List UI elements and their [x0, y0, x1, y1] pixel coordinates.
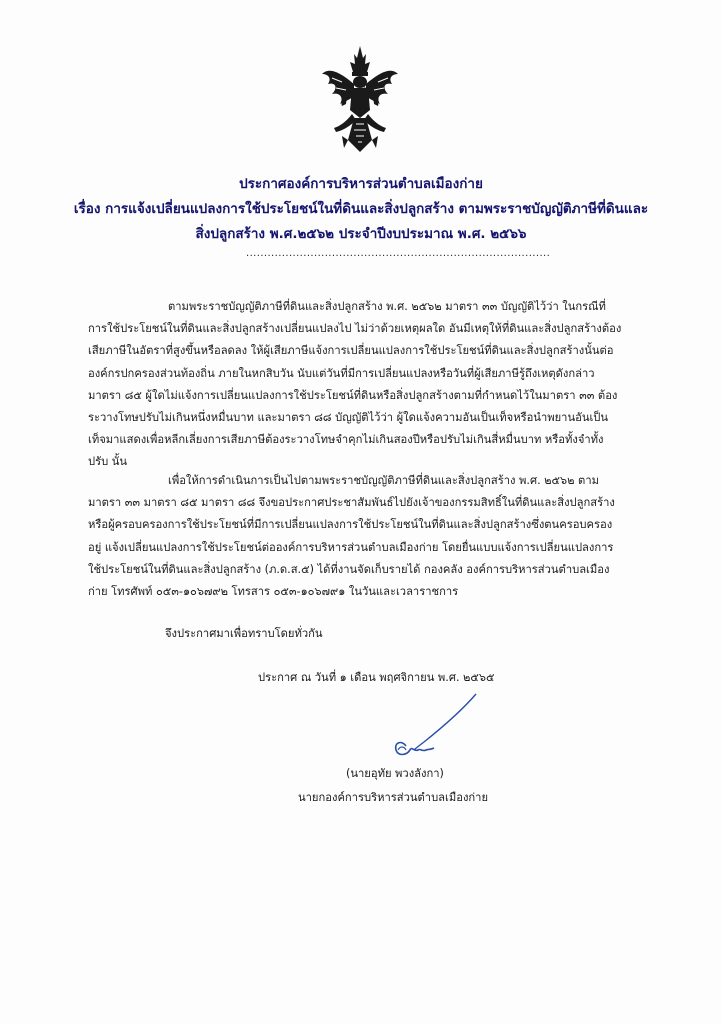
paragraph-line: มาตรา ๓๓ มาตรา ๘๕ มาตรา ๘๘ จึงขอประกาศประชาสัมพันธ์ไปยังเจ้าของกรรมสิทธิ์ในที่ดินและสิ่งปลูกสร้าง: [88, 496, 615, 510]
paragraph-line: ก่าย โทรศัพท์ ๐๕๓-๑๐๖๗๙๒ โทรสาร ๐๕๓-๑๐๖๗๙๑ ในวันและเวลาราชการ: [88, 585, 459, 599]
paragraph-line: ตามพระราชบัญญัติภาษีที่ดินและสิ่งปลูกสร้าง พ.ศ. ๒๕๖๒ มาตรา ๓๓ บัญญัติไว้ว่า ในกรณีที่: [168, 300, 606, 313]
closing-statement: จึงประกาศมาเพื่อทราบโดยทั่วกัน: [165, 627, 323, 640]
announcement-subject-cont: สิ่งปลูกสร้าง พ.ศ.๒๕๖๒ ประจำปีงบประมาณ พ.ศ. ๒๕๖๖: [195, 226, 527, 242]
handwritten-signature-icon: [384, 690, 484, 760]
paragraph-legal-basis: [88, 296, 652, 474]
paragraph-line: หรือผู้ครอบครองการใช้ประโยชน์ที่มีการเปลี่ยนแปลงการใช้ประโยชน์ในที่ดินและสิ่งปลูกสร้างซึ่งตนครอบครอง: [88, 518, 613, 532]
paragraph-line: ใช้ประโยชน์ในที่ดินและสิ่งปลูกสร้าง (ภ.ด.ส.๕) ได้ที่งานจัดเก็บรายได้ กองคลัง องค์การบริหารส่วนตำบลเมือง: [88, 562, 610, 576]
paragraph-line: อยู่ แจ้งเปลี่ยนแปลงการใช้ประโยชน์ต่อองค์การบริหารส่วนตำบลเมืองก่าย โดยยื่นแบบแจ้งการเปลี่ยนแปลงการ: [88, 540, 614, 554]
heading-divider: .....................................................................................: [246, 248, 551, 259]
signer-name: (นายอุทัย พวงลังกา): [346, 767, 444, 780]
paragraph-line: ระวางโทษปรับไม่เกินหนึ่งหมื่นบาท และมาตรา ๘๘ บัญญัติไว้ว่า ผู้ใดแจ้งความอันเป็นเท็จหรือนำพยานอันเป็น: [88, 411, 609, 425]
paragraph-line: เพื่อให้การดำเนินการเป็นไปตามพระราชบัญญัติภาษีที่ดินและสิ่งปลูกสร้าง พ.ศ. ๒๕๖๒ ตาม: [168, 474, 599, 487]
paragraph-line: ปรับ นั้น: [88, 455, 128, 469]
paragraph-line: เท็จมาแสดงเพื่อหลีกเลี่ยงการเสียภาษีต้องระวางโทษจำคุกไม่เกินสองปีหรือปรับไม่เกินสี่หมื่นบาท หรือทั้งจำทั้ง: [88, 433, 604, 447]
paragraph-line: เสียภาษีในอัตราที่สูงขึ้นหรือลดลง ให้ผู้เสียภาษีแจ้งการเปลี่ยนแปลงการใช้ประโยชน์ที่ดินและสิ่งปลูกสร้างนั้นต่อ: [88, 344, 614, 358]
garuda-emblem-icon: [318, 44, 402, 156]
paragraph-instructions: [88, 470, 652, 603]
announcement-subject: เรื่อง การแจ้งเปลี่ยนแปลงการใช้ประโยชน์ในที่ดินและสิ่งปลูกสร้าง ตามพระราชบัญญัติภาษีที่ดินและ: [73, 201, 649, 217]
announcement-date: ประกาศ ณ วันที่ ๑ เดือน พฤศจิกายน พ.ศ. ๒๕๖๕: [258, 671, 495, 684]
announcement-issuer: ประกาศองค์การบริหารส่วนตำบลเมืองก่าย: [239, 176, 483, 192]
signer-title: นายกองค์การบริหารส่วนตำบลเมืองก่าย: [298, 791, 489, 804]
paragraph-line: องค์กรปกครองส่วนท้องถิ่น ภายในหกสิบวัน นับแต่วันที่มีการเปลี่ยนแปลงหรือวันที่ผู้เสียภาษีรู้ถึงเหตุดังกล่าว: [88, 366, 595, 380]
paragraph-line: มาตรา ๘๕ ผู้ใดไม่แจ้งการเปลี่ยนแปลงการใช้ประโยชน์ที่ดินหรือสิ่งปลูกสร้างตามที่กำหนดไว้ในมาตรา ๓๓ ต้อง: [88, 388, 618, 402]
paragraph-line: การใช้ประโยชน์ในที่ดินและสิ่งปลูกสร้างเปลี่ยนแปลงไป ไม่ว่าด้วยเหตุผลใด อันมีเหตุให้ที่ดินและสิ่งปลูกสร้างต้อง: [88, 322, 622, 336]
